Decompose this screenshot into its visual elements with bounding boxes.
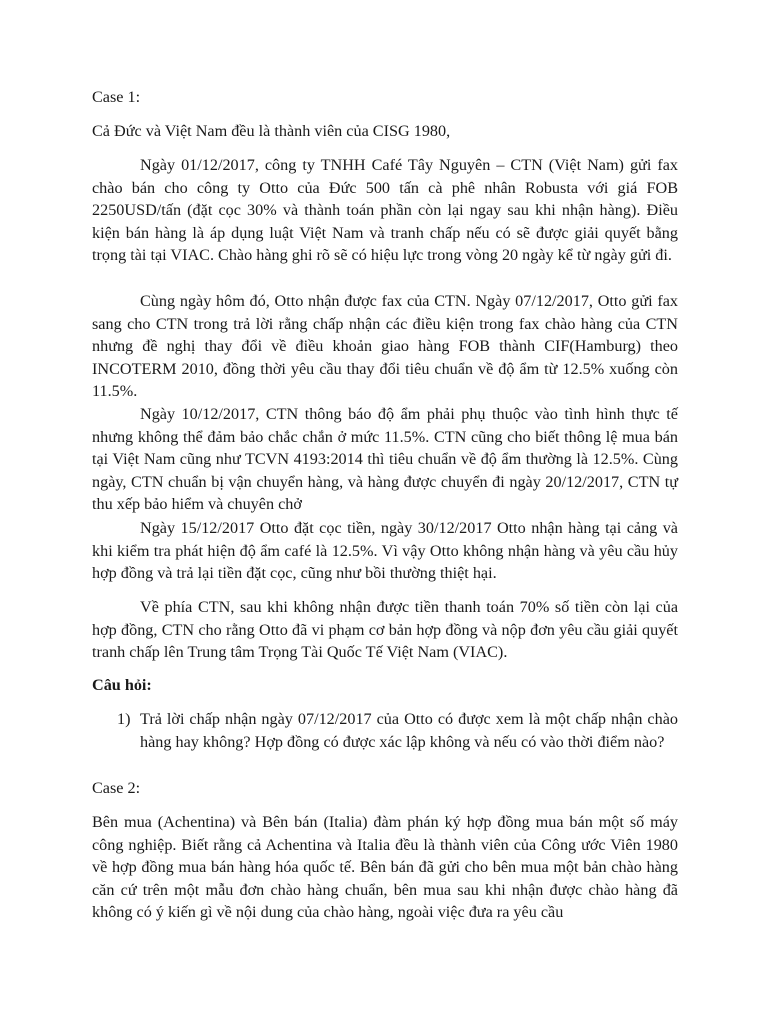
case1-paragraph-1: Ngày 01/12/2017, công ty TNHH Café Tây Nguyên – CTN (Việt Nam) gửi fax chào bán cho công ty Otto của Đức 500 tấn cà phê nhân Robusta với giá FOB 2250USD/tấn (đặt cọc 30% và thành toán phần còn lại ngay sau khi nhận hàng). Điều kiện bán hàng là áp dụng luật Việt Nam và tranh chấp nếu có sẽ được giải quyết bằng trọng tài tại VIAC. Chào hàng ghi rõ sẽ có hiệu lực trong vòng 20 ngày kể từ ngày gửi đi. [92,156,678,264]
question-text: Trả lời chấp nhận ngày 07/12/2017 của Otto có được xem là một chấp nhận chào hàng hay không? Hợp đồng có được xác lập không và nếu có vào thời điểm nào? [140,710,678,751]
case2-paragraph: Bên mua (Achentina) và Bên bán (Italia) đàm phán ký hợp đồng mua bán một số máy công nghiệp. Biết rằng cả Achentina và Italia đều là thành viên của Công ước Viên 1980 về hợp đồng mua bán hàng hóa quốc tế. Bên bán đã gửi cho bên mua một bản chào hàng căn cứ trên một mẫu đơn chào hàng chuẩn, bên mua sau khi nhận được chào hàng đã không có ý kiến gì về nội dung của chào hàng, ngoài việc đưa ra yêu cầu [92,813,678,921]
case2-title: Case 2: [92,779,141,797]
case1-title: Case 1: [92,88,141,106]
case1-paragraph-2: Cùng ngày hôm đó, Otto nhận được fax của CTN. Ngày 07/12/2017, Otto gửi fax sang cho CTN trong trả lời rằng chấp nhận các điều kiện trong fax chào hàng của CTN nhưng đề nghị thay đổi về điều khoản giao hàng FOB thành CIF(Hamburg) theo INCOTERM 2010, đồng thời yêu cầu thay đổi tiêu chuẩn về độ ẩm từ 12.5% xuống còn 11.5%. [92,292,678,400]
case1-paragraph-4: Ngày 15/12/2017 Otto đặt cọc tiền, ngày 30/12/2017 Otto nhận hàng tại cảng và khi kiểm tra phát hiện độ ẩm café là 12.5%. Vì vậy Otto không nhận hàng và yêu cầu hủy hợp đồng và trả lại tiền đặt cọc, cũng như bồi thường thiệt hại. [92,519,678,582]
case1-intro: Cả Đức và Việt Nam đều là thành viên của CISG 1980, [92,122,451,140]
case1-paragraph-5: Về phía CTN, sau khi không nhận được tiền thanh toán 70% số tiền còn lại của hợp đồng, CTN cho rằng Otto đã vi phạm cơ bản hợp đồng và nộp đơn yêu cầu giải quyết tranh chấp lên Trung tâm Trọng Tài Quốc Tế Việt Nam (VIAC). [92,598,678,661]
questions-heading: Câu hỏi: [92,676,152,694]
question-number: 1) [117,710,131,728]
case1-paragraph-3: Ngày 10/12/2017, CTN thông báo độ ẩm phải phụ thuộc vào tình hình thực tế nhưng không thể đảm bảo chắc chắn ở mức 11.5%. CTN cũng cho biết thông lệ mua bán tại Việt Nam cũng như TCVN 4193:2014 thì tiêu chuẩn về độ ẩm thường là 12.5%. Cùng ngày, CTN chuẩn bị vận chuyển hàng, và hàng được chuyển đi ngày 20/12/2017, CTN tự thu xếp bảo hiểm và chuyên chở [92,405,678,513]
